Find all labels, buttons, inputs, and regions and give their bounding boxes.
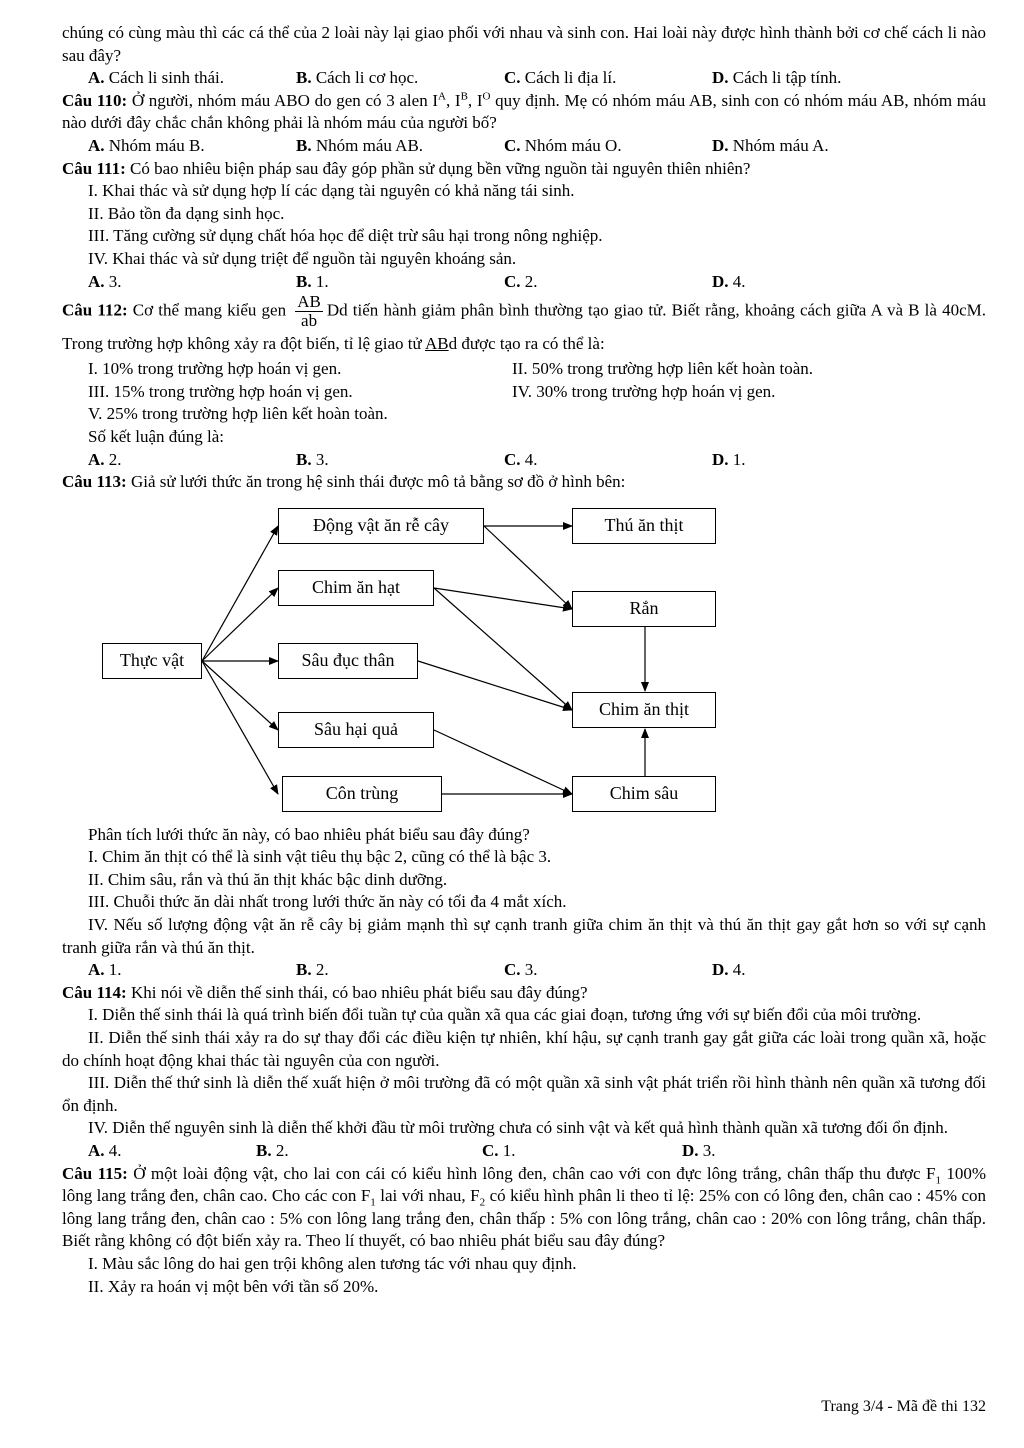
question-110: Câu 110: Ở người, nhóm máu ABO do gen có 3 alen $I^A$, $I^B$, $I^O$ quy định. Mẹ có nhóm máu AB, sinh con có nhóm máu AB, nhóm máu nào dưới đây chắc chắn không phải là nhóm máu của người bố? bbox=[62, 90, 987, 133]
question-111: Câu 111: Có bao nhiêu biện pháp sau đây góp phần sử dụng bền vững nguồn tài nguyên thiên nhiên? bbox=[62, 158, 751, 178]
option-d[interactable]: D. 1. bbox=[712, 449, 746, 469]
option-b[interactable]: B. Nhóm máu AB. bbox=[296, 135, 424, 155]
node-chim-sau: Chim sâu bbox=[572, 776, 716, 812]
option-a[interactable]: A. 2. bbox=[88, 449, 122, 469]
q114-options bbox=[62, 1140, 986, 1163]
question-label: Câu 113: bbox=[62, 472, 127, 492]
question-label: Câu 110: bbox=[62, 90, 128, 110]
option-c[interactable]: C. Cách li địa lí. bbox=[504, 68, 617, 88]
question-114: Câu 114: Khi nói về diễn thế sinh thái, có bao nhiêu phát biểu sau đây đúng? bbox=[62, 982, 588, 1002]
option-a[interactable]: A. 4. bbox=[88, 1141, 122, 1160]
option-a[interactable]: A. 3. bbox=[88, 271, 122, 291]
statement: I. Diễn thế sinh thái là quá trình biến đổi tuần tự của quần xã qua các giai đoạn, tương ứng với sự biến đổi của môi trường. bbox=[88, 1005, 922, 1025]
option-d[interactable]: D. 4. bbox=[712, 271, 746, 291]
statement: III. Tăng cường sử dụng chất hóa học để diệt trừ sâu hại trong nông nghiệp. bbox=[88, 226, 603, 246]
option-c[interactable]: C. 1. bbox=[482, 1141, 516, 1160]
statement: I. Chim ăn thịt có thể là sinh vật tiêu thụ bậc 2, cũng có thể là bậc 3. bbox=[88, 847, 552, 867]
q110-options bbox=[62, 135, 986, 158]
node-thu-an-thit: Thú ăn thịt bbox=[572, 508, 716, 544]
node-chim-an-hat: Chim ăn hạt bbox=[278, 570, 434, 606]
node-sau-hai-qua: Sâu hại quả bbox=[278, 712, 434, 748]
genotype-fraction: $\frac{AB}{ab}$ bbox=[297, 292, 321, 331]
exam-page bbox=[62, 22, 986, 1298]
intro-options bbox=[62, 67, 986, 90]
option-b[interactable]: B. 1. bbox=[296, 271, 329, 291]
page-footer: Trang 3/4 - Mã đề thi 132 bbox=[821, 1398, 986, 1415]
question-label: Câu 114: bbox=[62, 982, 127, 1002]
node-chim-an-thit: Chim ăn thịt bbox=[572, 692, 716, 728]
q112-items-row2 bbox=[62, 381, 986, 404]
statement: II. Diễn thế sinh thái xảy ra do sự thay đổi các điều kiện tự nhiên, khí hậu, sự cạnh tranh gay gắt giữa các loài trong quần xã, hoặc do chính hoạt động khai thác tài nguyên của con người. bbox=[62, 1028, 986, 1070]
option-d[interactable]: D. Nhóm máu A. bbox=[712, 135, 829, 155]
option-d[interactable]: D. 3. bbox=[682, 1141, 716, 1160]
node-dong-vat-an-re-cay: Động vật ăn rễ cây bbox=[278, 508, 484, 544]
conclusion: Số kết luận đúng là: bbox=[88, 426, 224, 446]
node-con-trung: Côn trùng bbox=[282, 776, 442, 812]
statement: IV. 30% trong trường hợp hoán vị gen. bbox=[512, 381, 776, 401]
statement: I. Màu sắc lông do hai gen trội không alen tương tác với nhau quy định. bbox=[88, 1253, 577, 1273]
node-ran: Rắn bbox=[572, 591, 716, 627]
statement: II. Xảy ra hoán vị một bên với tần số 20%. bbox=[88, 1276, 379, 1296]
statement: III. Chuỗi thức ăn dài nhất trong lưới thức ăn này có tối đa 4 mắt xích. bbox=[88, 892, 567, 912]
option-c[interactable]: C. Nhóm máu O. bbox=[504, 135, 622, 155]
question-115: Câu 115: Ở một loài động vật, cho lai con cái có kiểu hình lông đen, chân cao với con đực lông trắng, chân thấp thu được $F_1$ 100% lông lang trắng đen, chân cao. Cho các con $F_1$ lai với nhau, $F_2$ có kiểu hình phân li theo tỉ lệ: 25% con có lông đen, chân cao : 45% con lông lang trắng đen, chân cao : 5% con lông lang trắng đen, chân thấp : 5% con lông trắng, chân cao : 20% con lông trắng, chân thấp. Biết rằng không có đột biến xảy ra. Theo lí thuyết, có bao nhiêu phát biểu sau đây đúng? bbox=[62, 1163, 987, 1251]
statement: I. 10% trong trường hợp hoán vị gen. bbox=[88, 359, 342, 379]
statement: V. 25% trong trường hợp liên kết hoàn toàn. bbox=[88, 404, 388, 424]
statement: III. Diễn thế thứ sinh là diễn thế xuất hiện ở môi trường đã có một quần xã sinh vật phát triển rồi hình thành nên quần xã tương đối ổn định. bbox=[62, 1073, 986, 1115]
q112-items-row1 bbox=[62, 358, 986, 381]
node-thuc-vat: Thực vật bbox=[102, 643, 202, 679]
q111-options bbox=[62, 271, 986, 294]
q112-options bbox=[62, 449, 986, 472]
option-a[interactable]: A. 1. bbox=[88, 960, 122, 980]
question-112: Câu 112: Cơ thể mang kiểu gen $\frac{AB}{ab}$ Dd tiến hành giảm phân bình thường tạo giao tử. Biết rằng, khoảng cách giữa A và B là 40cM. Trong trường hợp không xảy ra đột biến, tỉ lệ giao tử ABd được tạo ra có thể là: bbox=[62, 292, 986, 354]
food-web-diagram bbox=[62, 498, 986, 818]
q113-options bbox=[62, 959, 986, 982]
statement: III. 15% trong trường hợp hoán vị gen. bbox=[88, 381, 353, 401]
option-b[interactable]: B. 3. bbox=[296, 449, 329, 469]
question-label: Câu 115: bbox=[62, 1163, 128, 1183]
option-c[interactable]: C. 3. bbox=[504, 960, 538, 980]
node-sau-duc-than: Sâu đục thân bbox=[278, 643, 418, 679]
question-label: Câu 112: bbox=[62, 300, 128, 320]
question-113: Câu 113: Giả sử lưới thức ăn trong hệ sinh thái được mô tả bằng sơ đồ ở hình bên: bbox=[62, 472, 626, 492]
option-a[interactable]: A. Nhóm máu B. bbox=[88, 135, 205, 155]
question-prompt: Phân tích lưới thức ăn này, có bao nhiêu phát biểu sau đây đúng? bbox=[88, 824, 530, 844]
option-b[interactable]: B. 2. bbox=[296, 960, 329, 980]
statement: IV. Nếu số lượng động vật ăn rễ cây bị giảm mạnh thì sự cạnh tranh giữa chim ăn thịt và thú ăn thịt gay gắt hơn so với sự cạnh tranh giữa rắn và thú ăn thịt. bbox=[62, 915, 986, 957]
statement: I. Khai thác và sử dụng hợp lí các dạng tài nguyên có khả năng tái sinh. bbox=[88, 181, 575, 201]
option-b[interactable]: B. Cách li cơ học. bbox=[296, 68, 419, 88]
statement: II. 50% trong trường hợp liên kết hoàn toàn. bbox=[512, 359, 814, 379]
statement: II. Bảo tồn đa dạng sinh học. bbox=[88, 203, 285, 223]
option-d[interactable]: D. Cách li tập tính. bbox=[712, 68, 842, 88]
option-c[interactable]: C. 2. bbox=[504, 271, 538, 291]
option-c[interactable]: C. 4. bbox=[504, 449, 538, 469]
question-label: Câu 111: bbox=[62, 158, 126, 178]
option-a[interactable]: A. Cách li sinh thái. bbox=[88, 68, 224, 88]
intro-text: chúng có cùng màu thì các cá thể của 2 loài này lại giao phối với nhau và sinh con. Hai loài này được hình thành bởi cơ chế cách li nào sau đây? bbox=[62, 23, 986, 65]
statement: II. Chim sâu, rắn và thú ăn thịt khác bậc dinh dưỡng. bbox=[88, 869, 448, 889]
option-d[interactable]: D. 4. bbox=[712, 960, 746, 980]
statement: IV. Diễn thế nguyên sinh là diễn thế khởi đầu từ môi trường chưa có sinh vật và kết quả hình thành quần xã tương đối ổn định. bbox=[88, 1118, 949, 1138]
statement: IV. Khai thác và sử dụng triệt để nguồn tài nguyên khoáng sản. bbox=[88, 248, 517, 268]
option-b[interactable]: B. 2. bbox=[256, 1141, 289, 1160]
